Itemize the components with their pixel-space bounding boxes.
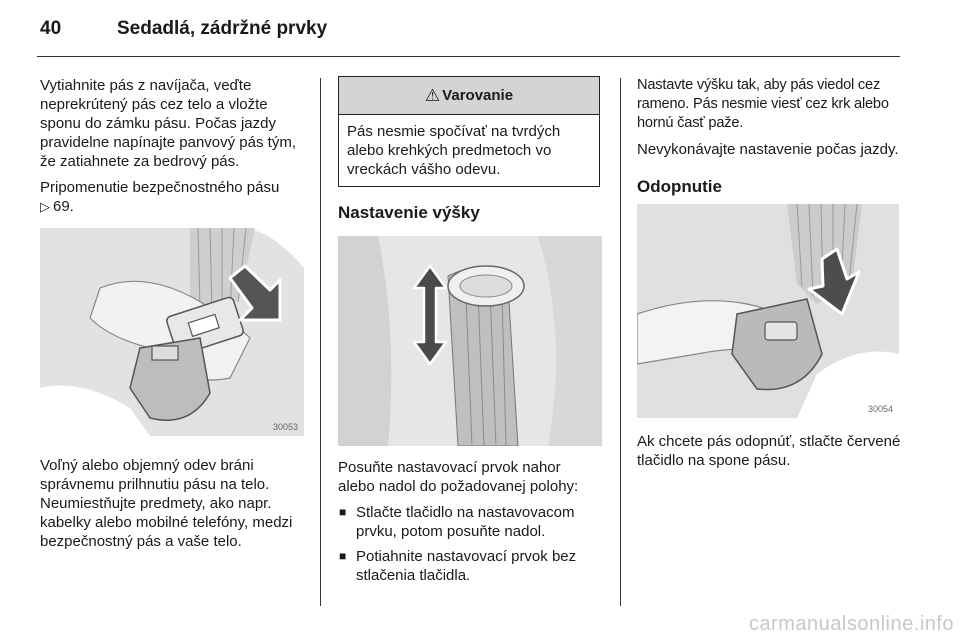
belt-reminder-paragraph — [40, 178, 308, 216]
belt-fastening-paragraph: Vytiahnite pás z navíjača, veďte neprekrútený pás cez telo a vložte sponu do zámku pásu. Počas jazdy pravidelne napínajte panvový pás tým, že zatiahnete za bedrový pás. — [40, 77, 296, 170]
column-1 — [40, 76, 308, 558]
header-rule — [37, 56, 900, 57]
unbuckling-illustration — [637, 204, 899, 418]
height-adjustment-heading: Nastavenie výšky — [338, 203, 480, 222]
column-separator-2 — [620, 78, 621, 606]
bullet-icon: ■ — [339, 505, 347, 519]
warning-text: Pás nesmie spočívať na tvrdých alebo krehkých predmetoch vo vreckách vášho odevu. — [347, 123, 561, 178]
figure-unbuckling — [637, 204, 899, 418]
height-adjustment-intro: Posuňte nastavovací prvok nahor alebo nadol do požadovanej polohy: — [338, 459, 579, 495]
page-number: 40 — [40, 18, 62, 39]
belt-reminder-ref-link[interactable]: 69. — [53, 198, 74, 215]
clothing-note-paragraph: Voľný alebo objemný odev bráni správnemu prilhnutiu pásu na telo. Neumiestňujte predmety, ako napr. kabelky alebo mobilné telefóny, medzi bezpečnostný pás a vaše telo. — [40, 457, 293, 550]
figure-height-adjuster — [338, 236, 602, 446]
column-separator-1 — [320, 78, 321, 606]
warning-title: Varovanie — [442, 87, 514, 104]
page-title: Sedadlá, zádržné prvky — [117, 18, 328, 39]
step-text: Potiahnite nastavovací prvok bez stlačenia tlačidla. — [356, 548, 577, 584]
step-text: Stlačte tlačidlo na nastavovacom prvku, potom posuňte nadol. — [356, 504, 575, 540]
column-2 — [338, 76, 600, 591]
figure-number-30053: 30053 — [272, 422, 298, 432]
figure-buckle-fastening — [40, 228, 304, 436]
buckle-fastening-illustration — [40, 228, 304, 436]
belt-reminder-text: Pripomenutie bezpečnostného pásu — [40, 179, 280, 196]
unbuckling-paragraph: Ak chcete pás odopnúť, stlačte červené tlačidlo na spone pásu. — [637, 433, 901, 469]
warning-header — [339, 77, 599, 115]
list-item — [338, 503, 600, 541]
figure-number-30054: 30054 — [867, 404, 893, 414]
reference-arrow-icon: ▷ — [40, 199, 50, 214]
height-guidance-paragraph: Nastavte výšku tak, aby pás viedol cez rameno. Pás nesmie viesť cez krk alebo hornú časť paže. — [637, 77, 889, 131]
warning-triangle-icon: ⚠ — [424, 86, 441, 105]
height-adjustment-steps — [338, 503, 600, 585]
watermark: carmanualsonline.info — [748, 613, 954, 635]
height-adjuster-illustration — [338, 236, 602, 446]
warning-box — [338, 76, 600, 187]
unbuckling-heading: Odopnutie — [637, 177, 722, 196]
no-adjust-driving-paragraph: Nevykonávajte nastavenie počas jazdy. — [637, 141, 899, 158]
bullet-icon: ■ — [339, 549, 347, 563]
column-3 — [637, 76, 907, 477]
list-item — [338, 547, 600, 585]
